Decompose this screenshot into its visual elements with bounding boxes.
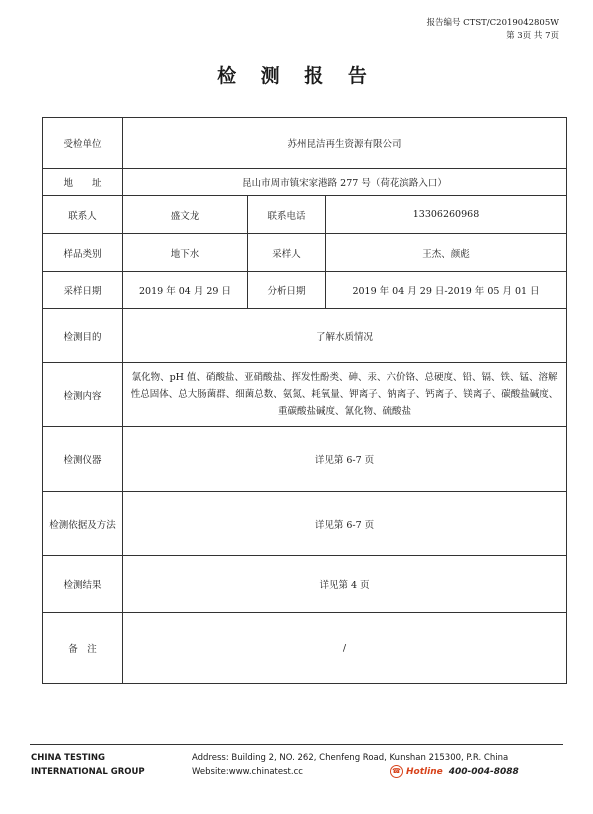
- sampling-date-value: 2019 年 04 月 29 日: [123, 272, 248, 309]
- footer-divider: [30, 744, 563, 745]
- purpose-value: 了解水质情况: [123, 309, 567, 363]
- address-value: 昆山市周市镇宋家港路 277 号（荷花滨路入口）: [123, 169, 567, 196]
- address-label: 地 址: [43, 169, 123, 196]
- company-name-line1: CHINA TESTING: [31, 753, 105, 763]
- report-number-block: [426, 17, 559, 43]
- report-info-table: [42, 117, 567, 684]
- row-result: [43, 556, 567, 613]
- remark-label: 备 注: [43, 613, 123, 684]
- result-value: 详见第 4 页: [123, 556, 567, 613]
- sample-type-label: 样品类别: [43, 234, 123, 272]
- phone-value: 13306260968: [326, 196, 567, 234]
- address-text: Address: Building 2, NO. 262, Chenfeng Road, Kunshan 215300, P.R. China: [192, 753, 509, 763]
- page-title: 检 测 报 告: [217, 65, 376, 87]
- row-dates: [43, 272, 567, 309]
- row-content: [43, 363, 567, 427]
- hotline-label: Hotline: [406, 766, 443, 777]
- instrument-value: 详见第 6-7 页: [123, 427, 567, 492]
- analysis-date-value: 2019 年 04 月 29 日-2019 年 05 月 01 日: [326, 272, 567, 309]
- method-label: 检测依据及方法: [43, 492, 123, 556]
- company-name-line2: INTERNATIONAL GROUP: [31, 767, 145, 777]
- method-value: 详见第 6-7 页: [123, 492, 567, 556]
- company-name: [31, 751, 145, 779]
- client-value: 苏州昆洁再生资源有限公司: [123, 118, 567, 169]
- report-number: 报告编号 CTST/C2019042805W: [426, 18, 559, 28]
- sampler-value: 王杰、颜彪: [326, 234, 567, 272]
- analysis-date-label: 分析日期: [248, 272, 326, 309]
- row-sample-type: [43, 234, 567, 272]
- sampling-date-label: 采样日期: [43, 272, 123, 309]
- row-client: [43, 118, 567, 169]
- purpose-label: 检测目的: [43, 309, 123, 363]
- hotline-number: 400-004-8088: [448, 766, 519, 777]
- content-value: 氯化物、pH 值、硝酸盐、亚硝酸盐、挥发性酚类、砷、汞、六价铬、总硬度、铅、镉、铁、锰、溶解性总固体、总大肠菌群、细菌总数、氨氮、耗氧量、钾离子、钠离子、钙离子、镁离子、碳酸盐碱度、重碳酸盐碱度、氰化物、硫酸盐: [123, 363, 567, 427]
- row-purpose: [43, 309, 567, 363]
- instrument-label: 检测仪器: [43, 427, 123, 492]
- page-info: 第 3页 共 7页: [506, 31, 559, 41]
- result-label: 检测结果: [43, 556, 123, 613]
- phone-icon: ☎: [390, 765, 403, 778]
- row-method: [43, 492, 567, 556]
- client-label: 受检单位: [43, 118, 123, 169]
- row-remark: [43, 613, 567, 684]
- sampler-label: 采样人: [248, 234, 326, 272]
- row-instrument: [43, 427, 567, 492]
- row-contact: [43, 196, 567, 234]
- contact-value: 盛文龙: [123, 196, 248, 234]
- content-label: 检测内容: [43, 363, 123, 427]
- phone-label: 联系电话: [248, 196, 326, 234]
- sample-type-value: 地下水: [123, 234, 248, 272]
- contact-label: 联系人: [43, 196, 123, 234]
- remark-value: /: [123, 613, 567, 684]
- website-text: Website:www.chinatest.cc: [192, 767, 303, 777]
- hotline: [390, 765, 519, 778]
- row-address: [43, 169, 567, 196]
